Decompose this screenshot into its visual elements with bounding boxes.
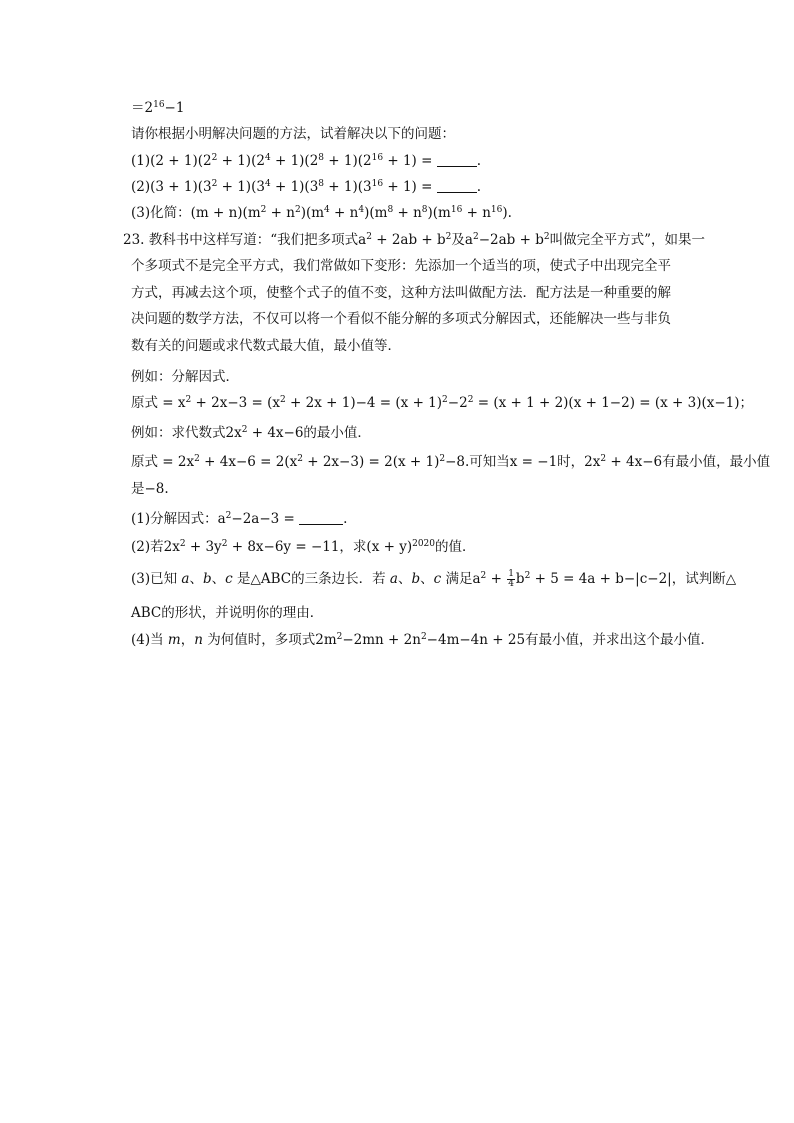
text-segment: + 1)(3	[270, 179, 319, 195]
text-segment: + n	[462, 205, 491, 221]
question-2-line	[131, 177, 481, 197]
superscript: 2	[445, 232, 452, 242]
superscript: 2	[280, 395, 286, 405]
answer-blank[interactable]	[299, 512, 343, 525]
text-segment: 1	[508, 569, 514, 579]
text-segment: + 1)(3	[324, 179, 372, 195]
text-segment: )(m	[364, 205, 388, 221]
problem-23-line-1	[123, 230, 705, 250]
superscript: 2020	[412, 539, 436, 549]
text-segment: (1)(2 + 1)(2	[131, 153, 212, 169]
text-segment: + 5 = 4a + b−|c−2|，试判断△	[530, 571, 737, 587]
text-segment: + 4x−6 = 2(x	[199, 454, 298, 470]
example-2-equation	[131, 452, 770, 472]
text-segment: + 1)(2	[324, 153, 372, 169]
text-segment: −8.可知当x = −1时，2x	[445, 454, 601, 470]
superscript: 2	[442, 395, 448, 405]
text-segment: 的值．	[435, 539, 476, 555]
superscript: 8	[318, 179, 325, 189]
text-segment: −1	[164, 100, 185, 116]
problem-23-line-3: 方式，再减去这个项，使整个式子的值不变，这种方法叫做配方法．配方法是一种重要的解	[131, 285, 671, 301]
superscript: 2	[366, 232, 372, 242]
superscript: 2	[472, 232, 479, 242]
problem-23-line-2: 个多项式不是完全平方式，我们常做如下变形：先添加一个适当的项，使式子中出现完全平	[131, 258, 671, 274]
text-segment: (3)已知	[131, 571, 182, 587]
superscript: 16	[490, 205, 503, 215]
superscript: 16	[153, 100, 165, 110]
example-1-equation	[131, 393, 753, 413]
superscript: 4	[264, 153, 271, 163]
text-segment: 为何值时，多项式2m	[202, 632, 337, 648]
superscript: 2	[241, 425, 248, 435]
superscript: 2	[260, 205, 267, 215]
text-segment: (4)当	[131, 632, 168, 648]
text-segment: 满足a	[441, 571, 481, 587]
text-segment: + 1)(2	[217, 153, 265, 169]
text-segment: 例如：求代数式2x	[131, 425, 242, 441]
text-segment: ).	[502, 205, 512, 221]
subquestion-4	[131, 630, 714, 650]
text-segment: b	[515, 571, 525, 587]
text-segment: b	[411, 571, 421, 587]
text-segment: 是△ABC的三条边长．若	[232, 571, 390, 587]
text-segment: .	[476, 179, 482, 195]
example-2-conclusion: 是−8.	[131, 481, 169, 497]
superscript: 2	[211, 179, 218, 189]
text-segment: + 4x−6的最小值．	[247, 425, 371, 441]
text-segment: .	[476, 153, 482, 169]
superscript: 2	[439, 454, 446, 464]
text-segment: + 1)(2	[270, 153, 319, 169]
text-segment: 叫做完全平方式”，如果一	[549, 232, 705, 248]
superscript: 8	[387, 205, 394, 215]
text-segment: + 8x−6y = −11，求(x + y)	[227, 539, 413, 555]
superscript: 2	[480, 571, 487, 581]
problem-23-line-5: 数有关的问题或求代数式最大值，最小值等．	[131, 338, 401, 354]
subquestion-1	[131, 509, 347, 529]
text-segment: m	[167, 632, 181, 648]
text-segment: + 2x−3 = (x	[191, 395, 281, 411]
superscript: 8	[318, 153, 325, 163]
superscript: 16	[450, 205, 463, 215]
example-1-title: 例如：分解因式．	[131, 369, 239, 385]
text-segment: 、	[420, 571, 434, 587]
fraction	[507, 570, 515, 589]
text-segment: 23. 教科书中这样写道：“我们把多项式a	[123, 232, 367, 248]
text-segment: c	[433, 571, 442, 587]
text-segment: (2)(3 + 1)(3	[131, 179, 212, 195]
text-segment: )(m	[427, 205, 451, 221]
problem-23-line-4: 决问题的数学方法，不仅可以将一个看似不能分解的多项式分解因式，还能解决一些与非负	[131, 311, 671, 327]
text-segment: (1)分解因式：a	[131, 511, 226, 527]
text-segment: n	[194, 632, 203, 648]
superscript: 2	[294, 205, 301, 215]
text-segment: + n	[266, 205, 295, 221]
text-segment: 、	[397, 571, 412, 587]
text-segment: + 1) =	[383, 179, 437, 195]
text-segment: c	[225, 571, 233, 587]
text-segment: −2ab + b	[478, 232, 544, 248]
text-segment: (2)若2x	[131, 539, 180, 555]
text-segment: −2	[447, 395, 468, 411]
text-segment: + n	[329, 205, 359, 221]
superscript: 2	[211, 153, 218, 163]
superscript: 16	[371, 153, 384, 163]
superscript: 2	[179, 539, 186, 549]
text-segment: + 2ab + b	[371, 232, 446, 248]
answer-blank[interactable]	[437, 154, 477, 167]
superscript: 2	[524, 571, 531, 581]
text-segment: b	[202, 571, 212, 587]
text-segment: 及a	[451, 232, 473, 248]
question-1-line	[131, 151, 481, 171]
text-segment: + 1) =	[383, 153, 437, 169]
superscript: 2	[185, 395, 192, 405]
example-2-title	[131, 423, 371, 443]
superscript: 2	[225, 511, 232, 521]
answer-blank[interactable]	[437, 180, 477, 193]
text-segment: 、	[189, 571, 203, 587]
text-segment: )(m	[300, 205, 325, 221]
superscript: 2	[600, 454, 607, 464]
text-segment: + n	[393, 205, 422, 221]
text-segment: 、	[211, 571, 226, 587]
text-segment: = (x + 1 + 2)(x + 1−2) = (x + 3)(x−1)；	[473, 395, 754, 411]
superscript: 2	[194, 454, 200, 464]
text-segment: a	[389, 571, 398, 587]
superscript: 16	[371, 179, 384, 189]
text-segment: (3)化简：(m + n)(m	[131, 205, 261, 221]
text-segment: 4	[508, 579, 514, 589]
text-segment: + 2x−3) = 2(x + 1)	[302, 454, 440, 470]
superscript: 2	[297, 454, 303, 464]
superscript: 4	[324, 205, 330, 215]
superscript: 4	[264, 179, 271, 189]
superscript: 2	[336, 632, 343, 642]
text-segment: 原式 = 2x	[131, 454, 195, 470]
text-segment: −2a−3 =	[231, 511, 300, 527]
text-segment: + 1)(3	[217, 179, 265, 195]
text-segment: +	[486, 571, 507, 587]
superscript: 2	[543, 232, 550, 242]
text-segment: −4m−4n + 25有最小值，并求出这个最小值．	[426, 632, 715, 648]
superscript: 2	[221, 539, 228, 549]
subquestion-3	[131, 569, 736, 589]
text-segment: + 4x−6有最小值，最小值	[606, 454, 771, 470]
text-segment: −2mn + 2n	[342, 632, 421, 648]
instruction-line: 请你根据小明解决问题的方法，试着解决以下的问题：	[131, 126, 455, 142]
subquestion-3-continued: ABC的形状，并说明你的理由．	[131, 605, 324, 621]
superscript: 2	[420, 632, 427, 642]
question-3-line	[131, 203, 512, 223]
superscript: 4	[358, 205, 365, 215]
text-segment: + 3y	[185, 539, 222, 555]
subquestion-2	[131, 537, 476, 557]
text-segment: ，	[180, 632, 195, 648]
text-segment: ＝2	[131, 100, 154, 116]
equation-result-line	[131, 98, 184, 118]
text-segment: .	[343, 511, 348, 527]
superscript: 2	[467, 395, 474, 405]
superscript: 8	[421, 205, 428, 215]
text-segment: + 2x + 1)−4 = (x + 1)	[285, 395, 443, 411]
text-segment: a	[181, 571, 190, 587]
text-segment: 原式 = x	[131, 395, 186, 411]
